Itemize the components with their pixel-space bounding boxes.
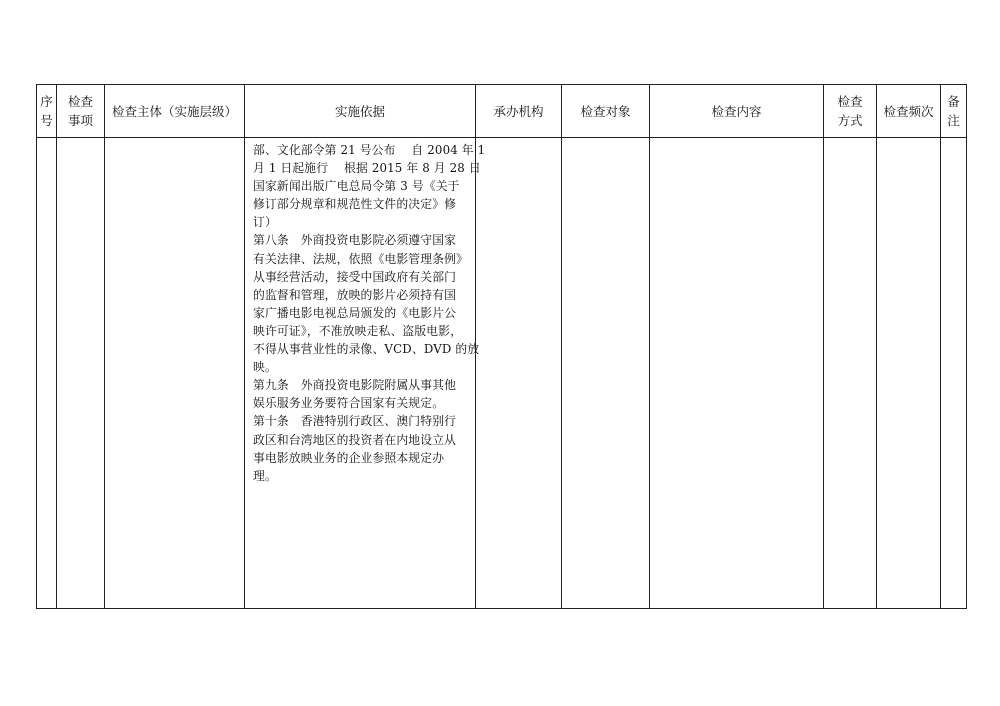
cell-method (824, 138, 877, 609)
table-header-row (37, 85, 967, 138)
basis-line: 修订部分规章和规范性文件的决定》修 (253, 197, 457, 212)
header-text-line: 注 (947, 113, 960, 128)
basis-line: 理。 (253, 468, 277, 483)
basis-line: 从事经营活动，接受中国政府有关部门 (253, 269, 457, 284)
header-agency: 承办机构 (476, 85, 562, 138)
header-text-line: 检查 (67, 94, 93, 109)
header-text-line: 检查 (837, 94, 863, 109)
cell-subject (105, 138, 245, 609)
cell-agency (476, 138, 562, 609)
header-basis: 实施依据 (245, 85, 476, 138)
header-seq (37, 85, 57, 138)
basis-line: 国家新闻出版广电总局令第 3 号《关于 (253, 179, 460, 194)
basis-line: 政区和台湾地区的投资者在内地设立从 (253, 432, 457, 447)
header-text-line: 备 (947, 94, 960, 109)
basis-line: 不得从事营业性的录像、VCD、DVD 的放 (253, 342, 480, 357)
table-row (37, 138, 967, 609)
header-text-line: 号 (40, 113, 53, 128)
header-text-line: 序 (40, 94, 53, 109)
basis-line: 娱乐服务业务要符合国家有关规定。 (253, 396, 445, 411)
header-frequency: 检查频次 (877, 85, 941, 138)
cell-remark (941, 138, 967, 609)
basis-line: 映。 (253, 360, 277, 375)
basis-line: 映许可证》，不准放映走私、盗版电影， (253, 323, 463, 338)
cell-frequency (877, 138, 941, 609)
header-text-line: 方式 (837, 113, 863, 128)
cell-target (562, 138, 650, 609)
header-content: 检查内容 (650, 85, 824, 138)
inspection-table (36, 84, 967, 609)
cell-content (650, 138, 824, 609)
cell-seq (37, 138, 57, 609)
header-target: 检查对象 (562, 85, 650, 138)
basis-line: 部、文化部令第 21 号公布 自 2004 年 1 (253, 143, 486, 157)
basis-line: 第九条 外商投资电影院附属从事其他 (253, 378, 457, 393)
basis-line: 第八条 外商投资电影院必须遵守国家 (253, 233, 457, 248)
basis-line: 有关法律、法规，依照《电影管理条例》 (253, 251, 469, 266)
header-item (57, 85, 105, 138)
basis-line: 事电影放映业务的企业参照本规定办 (253, 450, 445, 465)
header-remark (941, 85, 967, 138)
cell-item (57, 138, 105, 609)
basis-line: 订） (253, 215, 277, 230)
header-method (824, 85, 877, 138)
basis-line: 月 1 日起施行 根据 2015 年 8 月 28 日 (253, 161, 481, 176)
header-subject: 检查主体（实施层级） (105, 85, 245, 138)
header-text-line: 事项 (67, 113, 93, 128)
cell-basis (245, 138, 486, 609)
basis-line: 的监督和管理，放映的影片必须持有国 (253, 287, 457, 302)
basis-line: 家广播电影电视总局颁发的《电影片公 (253, 305, 457, 320)
basis-line: 第十条 香港特别行政区、澳门特别行 (253, 414, 457, 429)
